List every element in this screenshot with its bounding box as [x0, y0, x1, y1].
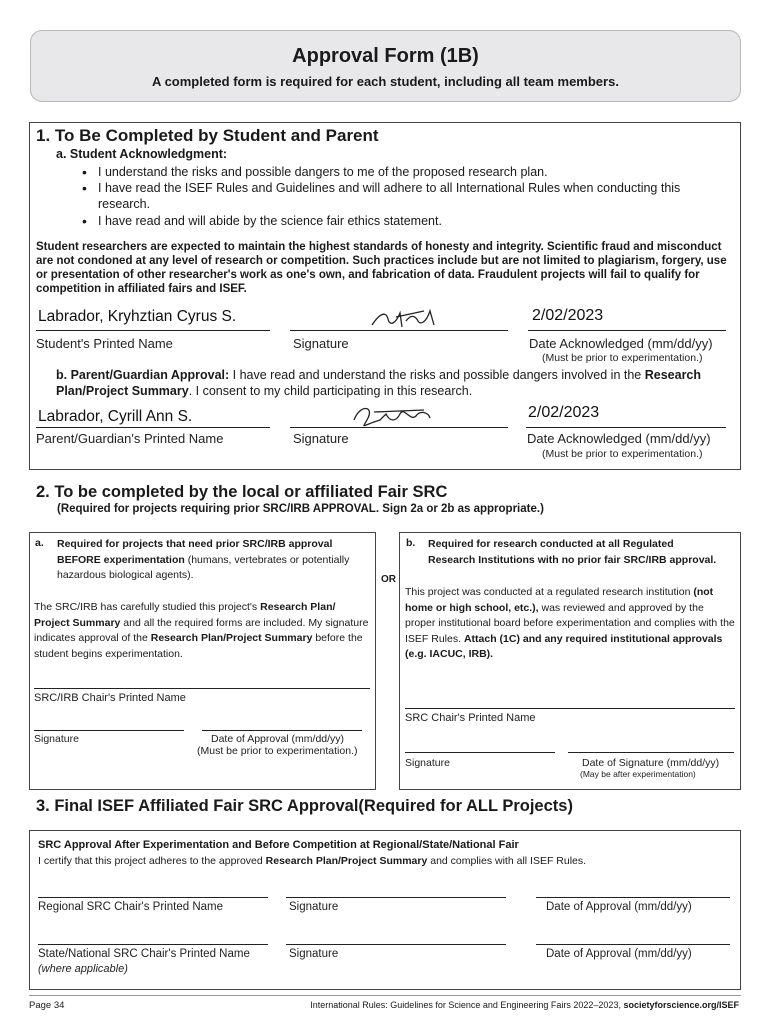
state-date-caption: Date of Approval (mm/dd/yy) — [546, 948, 692, 960]
state-date-line — [536, 944, 730, 945]
section-2b-requirement: Required for research conducted at all Regulated Research Institutions with no prior fair SRC/IRB approval. — [428, 538, 717, 566]
section-2b-text: This project was conducted at a regulated research institution — [405, 586, 694, 598]
student-name-line — [36, 330, 270, 331]
state-name-line — [38, 944, 268, 945]
section-3-certify — [38, 855, 586, 867]
state-name-note: (where applicable) — [38, 963, 128, 975]
parent-approval-consent: . I consent to my child participating in this research. — [188, 384, 473, 398]
section-2a-requirement — [57, 537, 367, 584]
parent-date: 2/02/2023 — [528, 404, 600, 421]
form-header — [30, 30, 741, 102]
section-2b-statement — [405, 585, 735, 663]
regional-signature-line — [286, 897, 506, 898]
section-2a-label: a. — [35, 537, 44, 549]
student-date-caption: Date Acknowledged (mm/dd/yy) — [529, 336, 713, 351]
section-2a-p2-text-2: and all the required forms are included. My signature indicates approval of the — [34, 616, 369, 644]
state-name-caption: State/National SRC Chair's Printed Name — [38, 948, 250, 960]
parent-date-note: (Must be prior to experimentation.) — [542, 448, 703, 460]
src-chair-line — [405, 708, 735, 709]
section-3-box-title: SRC Approval After Experimentation and Before Competition at Regional/State/National Fair — [38, 839, 519, 851]
or-label: OR — [381, 574, 396, 585]
student-signature-line — [290, 330, 508, 331]
page-number: Page 34 — [29, 1000, 65, 1011]
student-date-note: (Must be prior to experimentation.) — [542, 352, 703, 364]
src-irb-date-caption: Date of Approval (mm/dd/yy) — [211, 733, 345, 745]
parent-approval-text — [56, 367, 726, 399]
src-irb-date-note: (Must be prior to experimentation.) — [197, 745, 358, 757]
src-signature-caption: Signature — [405, 757, 450, 769]
footer-link[interactable]: societyforscience.org/ISEF — [623, 1000, 739, 1010]
section-2a-statement — [34, 600, 370, 662]
parent-printed-name: Labrador, Cyrill Ann S. — [38, 408, 193, 425]
student-signature-icon — [366, 303, 446, 333]
src-irb-chair-caption: SRC/IRB Chair's Printed Name — [34, 692, 186, 704]
src-signature-line — [405, 752, 555, 753]
section-2b-text-2: was reviewed and approved by the proper institutional board before experimentation and complies with the ISEF Rules. — [405, 601, 735, 645]
parent-name-caption: Parent/Guardian's Printed Name — [36, 431, 224, 446]
parent-approval-body: I have read and understand the risks and possible dangers involved in the — [229, 368, 645, 382]
parent-date-caption: Date Acknowledged (mm/dd/yy) — [527, 431, 711, 446]
section-2a-p2-bold: Research Plan/ Project Summary — [34, 601, 336, 629]
student-signature-caption: Signature — [293, 336, 349, 351]
parent-signature-caption: Signature — [293, 431, 349, 446]
list-item: • I have read the ISEF Rules and Guidelines and will adhere to all International Rules when conducting this research. — [76, 180, 726, 212]
src-date-line — [568, 752, 734, 753]
src-date-caption: Date of Signature (mm/dd/yy) — [582, 757, 720, 769]
section-2a-bold: Required for projects that need prior SRC/IRB approval BEFORE experimentation — [57, 538, 333, 566]
certify-bold: Research Plan/Project Summary — [265, 855, 428, 867]
student-acknowledgment-label: a. Student Acknowledgment: — [56, 147, 228, 161]
parent-signature-line — [290, 427, 508, 428]
section-2b-bold-2: (not home or high school, etc.), — [405, 586, 714, 614]
section-1-heading: 1. To Be Completed by Student and Parent — [36, 126, 379, 145]
parent-approval-bold: Research Plan/Project Summary — [56, 368, 702, 398]
regional-name-caption: Regional SRC Chair's Printed Name — [38, 901, 223, 913]
section-2b-label: b. — [406, 537, 416, 549]
section-2a-text: (humans, vertebrates or potentially hazardous biological agents). — [57, 553, 350, 581]
section-3-heading: 3. Final ISEF Affiliated Fair SRC Approval(Required for ALL Projects) — [36, 797, 573, 815]
section-2a-p2-text: The SRC/IRB has carefully studied this project's — [34, 601, 261, 613]
state-signature-caption: Signature — [289, 948, 339, 960]
src-irb-signature-caption: Signature — [34, 733, 79, 745]
student-date: 2/02/2023 — [532, 307, 604, 324]
src-chair-caption: SRC Chair's Printed Name — [405, 712, 536, 724]
footer-label: International Rules: Guidelines for Science and Engineering Fairs 2022–2023, — [310, 1000, 624, 1010]
footer-text — [310, 1000, 739, 1010]
student-date-line — [528, 330, 726, 331]
section-2a-p2-bold-2: Research Plan/Project Summary — [150, 632, 313, 644]
form-subtitle: A completed form is required for each student, including all team members. — [152, 74, 619, 89]
parent-date-line — [526, 427, 726, 428]
src-irb-chair-line — [34, 688, 370, 689]
state-signature-line — [286, 944, 506, 945]
list-item: • I have read and will abide by the science fair ethics statement. — [76, 213, 726, 229]
parent-approval-label: b. Parent/Guardian Approval: — [56, 368, 230, 382]
certify-text-2: and complies with all ISEF Rules. — [427, 855, 587, 867]
form-title: Approval Form (1B) — [292, 45, 479, 67]
src-date-note: (May be after experimentation) — [580, 769, 696, 779]
student-printed-name: Labrador, Kryhztian Cyrus S. — [38, 308, 237, 325]
src-irb-signature-line — [34, 730, 184, 731]
regional-date-caption: Date of Approval (mm/dd/yy) — [546, 901, 692, 913]
list-item: • I understand the risks and possible dangers to me of the proposed research plan. — [76, 164, 726, 180]
footer-divider — [29, 995, 741, 996]
src-irb-date-line — [202, 730, 362, 731]
regional-signature-caption: Signature — [289, 901, 339, 913]
certify-text: I certify that this project adheres to the approved — [38, 855, 266, 867]
section-2-heading: 2. To be completed by the local or affiliated Fair SRC — [36, 483, 448, 501]
regional-date-line — [536, 897, 730, 898]
parent-name-line — [36, 427, 270, 428]
section-2-subheading: (Required for projects requiring prior SRC/IRB APPROVAL. Sign 2a or 2b as appropriate.) — [57, 503, 544, 515]
regional-name-line — [38, 897, 268, 898]
student-name-caption: Student's Printed Name — [36, 336, 173, 351]
section-2a-p2-text-3: before the student begins experimentation. — [34, 632, 363, 660]
integrity-statement: Student researchers are expected to maintain the highest standards of honesty and integrity. Scientific fraud and misconduct are not condoned at any level of research or competition. Such practices include but are not limited to plagiarism, forgery, use or presentation of other researcher's work as one's own, and fabrication of data. Fraudulent projects will fail to qualify for competition in affiliated fairs and ISEF. — [36, 241, 727, 295]
parent-signature-icon — [350, 400, 440, 430]
section-2b-bold-3: Attach (1C) and any required institutional approvals (e.g. IACUC, IRB). — [405, 632, 723, 660]
acknowledgment-list — [76, 164, 726, 229]
